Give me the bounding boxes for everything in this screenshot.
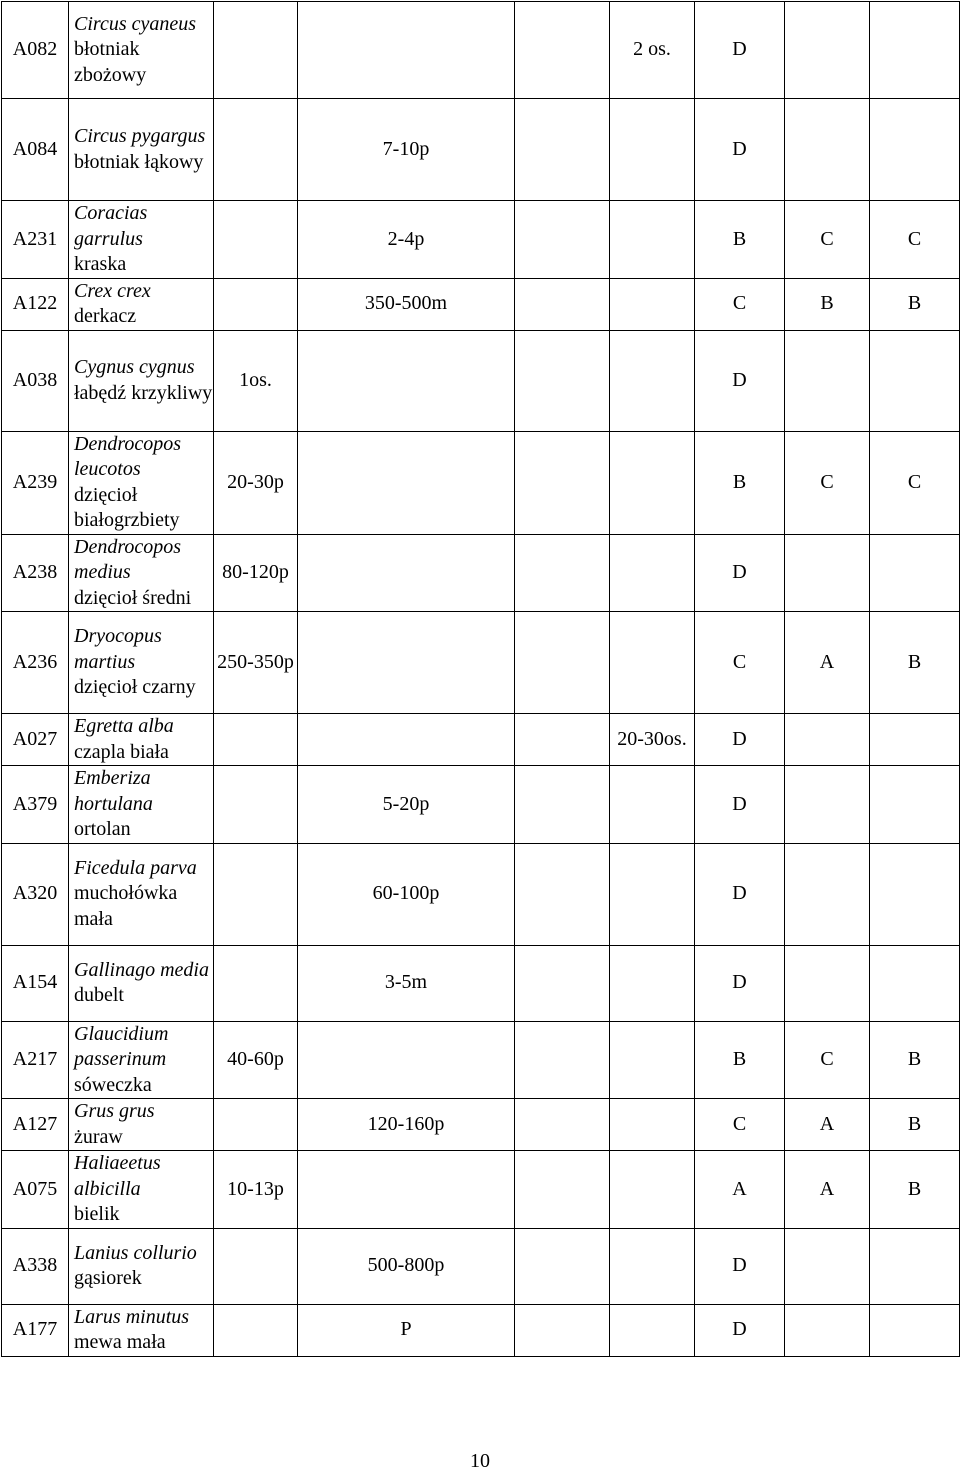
value-cell: 80-120p bbox=[214, 534, 298, 612]
value-cell bbox=[785, 330, 870, 431]
polish-name: dzięcioł czarny bbox=[74, 676, 196, 699]
value-cell bbox=[870, 766, 960, 844]
value-cell bbox=[870, 945, 960, 1021]
table-row bbox=[2, 766, 960, 844]
value-cell: 40-60p bbox=[214, 1021, 298, 1099]
value-cell: A bbox=[785, 612, 870, 714]
value-cell: C bbox=[785, 1021, 870, 1099]
value-cell bbox=[785, 99, 870, 201]
value-cell bbox=[298, 534, 515, 612]
latin-name: Ficedula parva bbox=[74, 856, 197, 879]
site-code-cell: A027 bbox=[2, 714, 69, 766]
value-cell: 7-10p bbox=[298, 99, 515, 201]
value-cell: B bbox=[870, 1099, 960, 1151]
value-cell bbox=[214, 843, 298, 945]
value-cell bbox=[515, 714, 610, 766]
value-cell bbox=[515, 612, 610, 714]
latin-name: Dendrocopos medius bbox=[74, 535, 182, 583]
value-cell bbox=[515, 534, 610, 612]
species-cell bbox=[69, 612, 214, 714]
value-cell bbox=[515, 1228, 610, 1304]
value-cell: D bbox=[695, 99, 785, 201]
table-row bbox=[2, 1021, 960, 1099]
polish-name: ortolan bbox=[74, 818, 131, 840]
site-code-cell: A320 bbox=[2, 843, 69, 945]
value-cell bbox=[785, 766, 870, 844]
latin-name: Larus minutus bbox=[74, 1305, 190, 1328]
value-cell: A bbox=[695, 1151, 785, 1229]
value-cell bbox=[610, 1304, 695, 1356]
value-cell: A bbox=[785, 1151, 870, 1229]
site-code-cell: A127 bbox=[2, 1099, 69, 1151]
value-cell bbox=[785, 2, 870, 99]
value-cell bbox=[610, 330, 695, 431]
value-cell: C bbox=[870, 201, 960, 279]
value-cell bbox=[870, 2, 960, 99]
value-cell bbox=[610, 766, 695, 844]
value-cell bbox=[610, 612, 695, 714]
latin-name: Dryocopus martius bbox=[74, 625, 162, 673]
page-number: 10 bbox=[470, 1450, 490, 1472]
table-row bbox=[2, 99, 960, 201]
value-cell bbox=[214, 945, 298, 1021]
value-cell: 20-30p bbox=[214, 431, 298, 534]
polish-name: gąsiorek bbox=[74, 1267, 142, 1289]
value-cell bbox=[214, 766, 298, 844]
value-cell bbox=[870, 534, 960, 612]
value-cell: 60-100p bbox=[298, 843, 515, 945]
value-cell: 2 os. bbox=[610, 2, 695, 99]
value-cell: B bbox=[695, 201, 785, 279]
value-cell bbox=[515, 945, 610, 1021]
polish-name: derkacz bbox=[74, 305, 137, 327]
value-cell: C bbox=[695, 1099, 785, 1151]
polish-name: błotniak zbożowy bbox=[74, 38, 147, 86]
value-cell bbox=[298, 431, 515, 534]
value-cell bbox=[870, 1304, 960, 1356]
species-cell bbox=[69, 1151, 214, 1229]
site-code-cell: A084 bbox=[2, 99, 69, 201]
value-cell bbox=[870, 843, 960, 945]
species-cell bbox=[69, 1099, 214, 1151]
polish-name: błotniak łąkowy bbox=[74, 150, 204, 173]
site-code-cell: A122 bbox=[2, 278, 69, 330]
table-body bbox=[2, 2, 960, 1357]
value-cell: P bbox=[298, 1304, 515, 1356]
value-cell: D bbox=[695, 2, 785, 99]
value-cell bbox=[785, 714, 870, 766]
polish-name: muchołówka mała bbox=[74, 882, 178, 930]
site-code-cell: A154 bbox=[2, 945, 69, 1021]
value-cell: C bbox=[695, 612, 785, 714]
value-cell: B bbox=[785, 278, 870, 330]
table-row bbox=[2, 945, 960, 1021]
species-cell bbox=[69, 201, 214, 279]
species-cell bbox=[69, 1021, 214, 1099]
value-cell bbox=[610, 278, 695, 330]
value-cell bbox=[610, 843, 695, 945]
value-cell bbox=[298, 714, 515, 766]
latin-name: Dendrocopos leucotos bbox=[74, 432, 182, 480]
value-cell bbox=[515, 1151, 610, 1229]
value-cell bbox=[214, 1228, 298, 1304]
value-cell: 2-4p bbox=[298, 201, 515, 279]
value-cell: D bbox=[695, 843, 785, 945]
value-cell bbox=[610, 1021, 695, 1099]
site-code-cell: A217 bbox=[2, 1021, 69, 1099]
value-cell: D bbox=[695, 330, 785, 431]
table-row bbox=[2, 201, 960, 279]
value-cell bbox=[515, 99, 610, 201]
site-code-cell: A239 bbox=[2, 431, 69, 534]
value-cell: D bbox=[695, 534, 785, 612]
table-row bbox=[2, 1304, 960, 1356]
value-cell bbox=[610, 1151, 695, 1229]
site-code-cell: A231 bbox=[2, 201, 69, 279]
site-code-cell: A238 bbox=[2, 534, 69, 612]
site-code-cell: A082 bbox=[2, 2, 69, 99]
species-cell bbox=[69, 1304, 214, 1356]
polish-name: czapla biała bbox=[74, 740, 169, 763]
polish-name: łabędź krzykliwy bbox=[74, 381, 213, 404]
value-cell bbox=[214, 714, 298, 766]
species-cell bbox=[69, 766, 214, 844]
value-cell bbox=[214, 99, 298, 201]
species-cell bbox=[69, 431, 214, 534]
value-cell: B bbox=[870, 1021, 960, 1099]
latin-name: Emberiza hortulana bbox=[74, 767, 153, 815]
value-cell: B bbox=[695, 1021, 785, 1099]
value-cell bbox=[214, 1304, 298, 1356]
polish-name: sóweczka bbox=[74, 1073, 152, 1096]
value-cell: 10-13p bbox=[214, 1151, 298, 1229]
species-cell bbox=[69, 945, 214, 1021]
polish-name: kraska bbox=[74, 253, 127, 275]
table-row bbox=[2, 1228, 960, 1304]
value-cell: C bbox=[785, 201, 870, 279]
table-row bbox=[2, 1099, 960, 1151]
value-cell bbox=[610, 99, 695, 201]
value-cell bbox=[785, 1228, 870, 1304]
value-cell bbox=[515, 1304, 610, 1356]
value-cell: 1os. bbox=[214, 330, 298, 431]
table-row bbox=[2, 431, 960, 534]
value-cell bbox=[870, 330, 960, 431]
polish-name: bielik bbox=[74, 1203, 120, 1225]
value-cell: C bbox=[870, 431, 960, 534]
value-cell bbox=[298, 1151, 515, 1229]
value-cell: B bbox=[870, 278, 960, 330]
value-cell bbox=[785, 534, 870, 612]
value-cell: D bbox=[695, 1228, 785, 1304]
value-cell: C bbox=[695, 278, 785, 330]
value-cell: B bbox=[870, 1151, 960, 1229]
value-cell bbox=[515, 1021, 610, 1099]
value-cell bbox=[610, 201, 695, 279]
value-cell bbox=[515, 2, 610, 99]
value-cell bbox=[298, 1021, 515, 1099]
value-cell bbox=[785, 945, 870, 1021]
latin-name: Circus pygargus bbox=[74, 125, 206, 147]
value-cell bbox=[214, 201, 298, 279]
value-cell bbox=[610, 1099, 695, 1151]
table-row bbox=[2, 2, 960, 99]
site-code-cell: A379 bbox=[2, 766, 69, 844]
latin-name: Coracias garrulus bbox=[74, 202, 148, 250]
species-cell bbox=[69, 1228, 214, 1304]
value-cell bbox=[515, 843, 610, 945]
value-cell: 250-350p bbox=[214, 612, 298, 714]
value-cell bbox=[214, 278, 298, 330]
value-cell bbox=[870, 714, 960, 766]
value-cell: B bbox=[695, 431, 785, 534]
value-cell bbox=[214, 1099, 298, 1151]
latin-name: Egretta alba bbox=[74, 715, 174, 737]
polish-name: mewa mała bbox=[74, 1331, 166, 1353]
value-cell bbox=[298, 330, 515, 431]
value-cell: 5-20p bbox=[298, 766, 515, 844]
value-cell bbox=[785, 843, 870, 945]
latin-name: Crex crex bbox=[74, 279, 151, 302]
species-cell bbox=[69, 330, 214, 431]
value-cell bbox=[785, 1304, 870, 1356]
value-cell bbox=[610, 945, 695, 1021]
value-cell: D bbox=[695, 945, 785, 1021]
latin-name: Gallinago media bbox=[74, 958, 209, 981]
latin-name: Glaucidium passerinum bbox=[74, 1022, 169, 1070]
value-cell bbox=[515, 766, 610, 844]
value-cell bbox=[515, 278, 610, 330]
value-cell: 20-30os. bbox=[610, 714, 695, 766]
latin-name: Circus cyaneus bbox=[74, 12, 197, 35]
table-row bbox=[2, 1151, 960, 1229]
site-code-cell: A075 bbox=[2, 1151, 69, 1229]
value-cell: B bbox=[870, 612, 960, 714]
table-row bbox=[2, 534, 960, 612]
value-cell bbox=[870, 99, 960, 201]
value-cell: 3-5m bbox=[298, 945, 515, 1021]
polish-name: żuraw bbox=[74, 1125, 123, 1148]
value-cell: C bbox=[785, 431, 870, 534]
value-cell bbox=[870, 1228, 960, 1304]
table-row bbox=[2, 330, 960, 431]
latin-name: Haliaeetus albicilla bbox=[74, 1152, 161, 1200]
species-cell bbox=[69, 714, 214, 766]
value-cell bbox=[298, 612, 515, 714]
value-cell bbox=[515, 1099, 610, 1151]
value-cell bbox=[515, 201, 610, 279]
value-cell: 350-500m bbox=[298, 278, 515, 330]
polish-name: dzięcioł średni bbox=[74, 586, 192, 609]
polish-name: dubelt bbox=[74, 984, 124, 1006]
value-cell bbox=[610, 534, 695, 612]
value-cell: A bbox=[785, 1099, 870, 1151]
value-cell: 120-160p bbox=[298, 1099, 515, 1151]
latin-name: Cygnus cygnus bbox=[74, 356, 195, 378]
site-code-cell: A236 bbox=[2, 612, 69, 714]
table-row bbox=[2, 714, 960, 766]
species-cell bbox=[69, 278, 214, 330]
site-code-cell: A177 bbox=[2, 1304, 69, 1356]
site-code-cell: A338 bbox=[2, 1228, 69, 1304]
value-cell bbox=[610, 1228, 695, 1304]
species-cell bbox=[69, 99, 214, 201]
species-cell bbox=[69, 2, 214, 99]
value-cell: D bbox=[695, 1304, 785, 1356]
table-row bbox=[2, 278, 960, 330]
latin-name: Grus grus bbox=[74, 1100, 155, 1122]
value-cell: D bbox=[695, 714, 785, 766]
value-cell: D bbox=[695, 766, 785, 844]
species-cell bbox=[69, 843, 214, 945]
value-cell bbox=[214, 2, 298, 99]
value-cell bbox=[610, 431, 695, 534]
value-cell bbox=[515, 330, 610, 431]
value-cell bbox=[515, 431, 610, 534]
table-row bbox=[2, 843, 960, 945]
polish-name: dzięcioł białogrzbiety bbox=[74, 483, 180, 531]
latin-name: Lanius collurio bbox=[74, 1241, 197, 1264]
value-cell: 500-800p bbox=[298, 1228, 515, 1304]
site-code-cell: A038 bbox=[2, 330, 69, 431]
value-cell bbox=[298, 2, 515, 99]
table-row bbox=[2, 612, 960, 714]
species-table bbox=[1, 1, 960, 1357]
species-cell bbox=[69, 534, 214, 612]
